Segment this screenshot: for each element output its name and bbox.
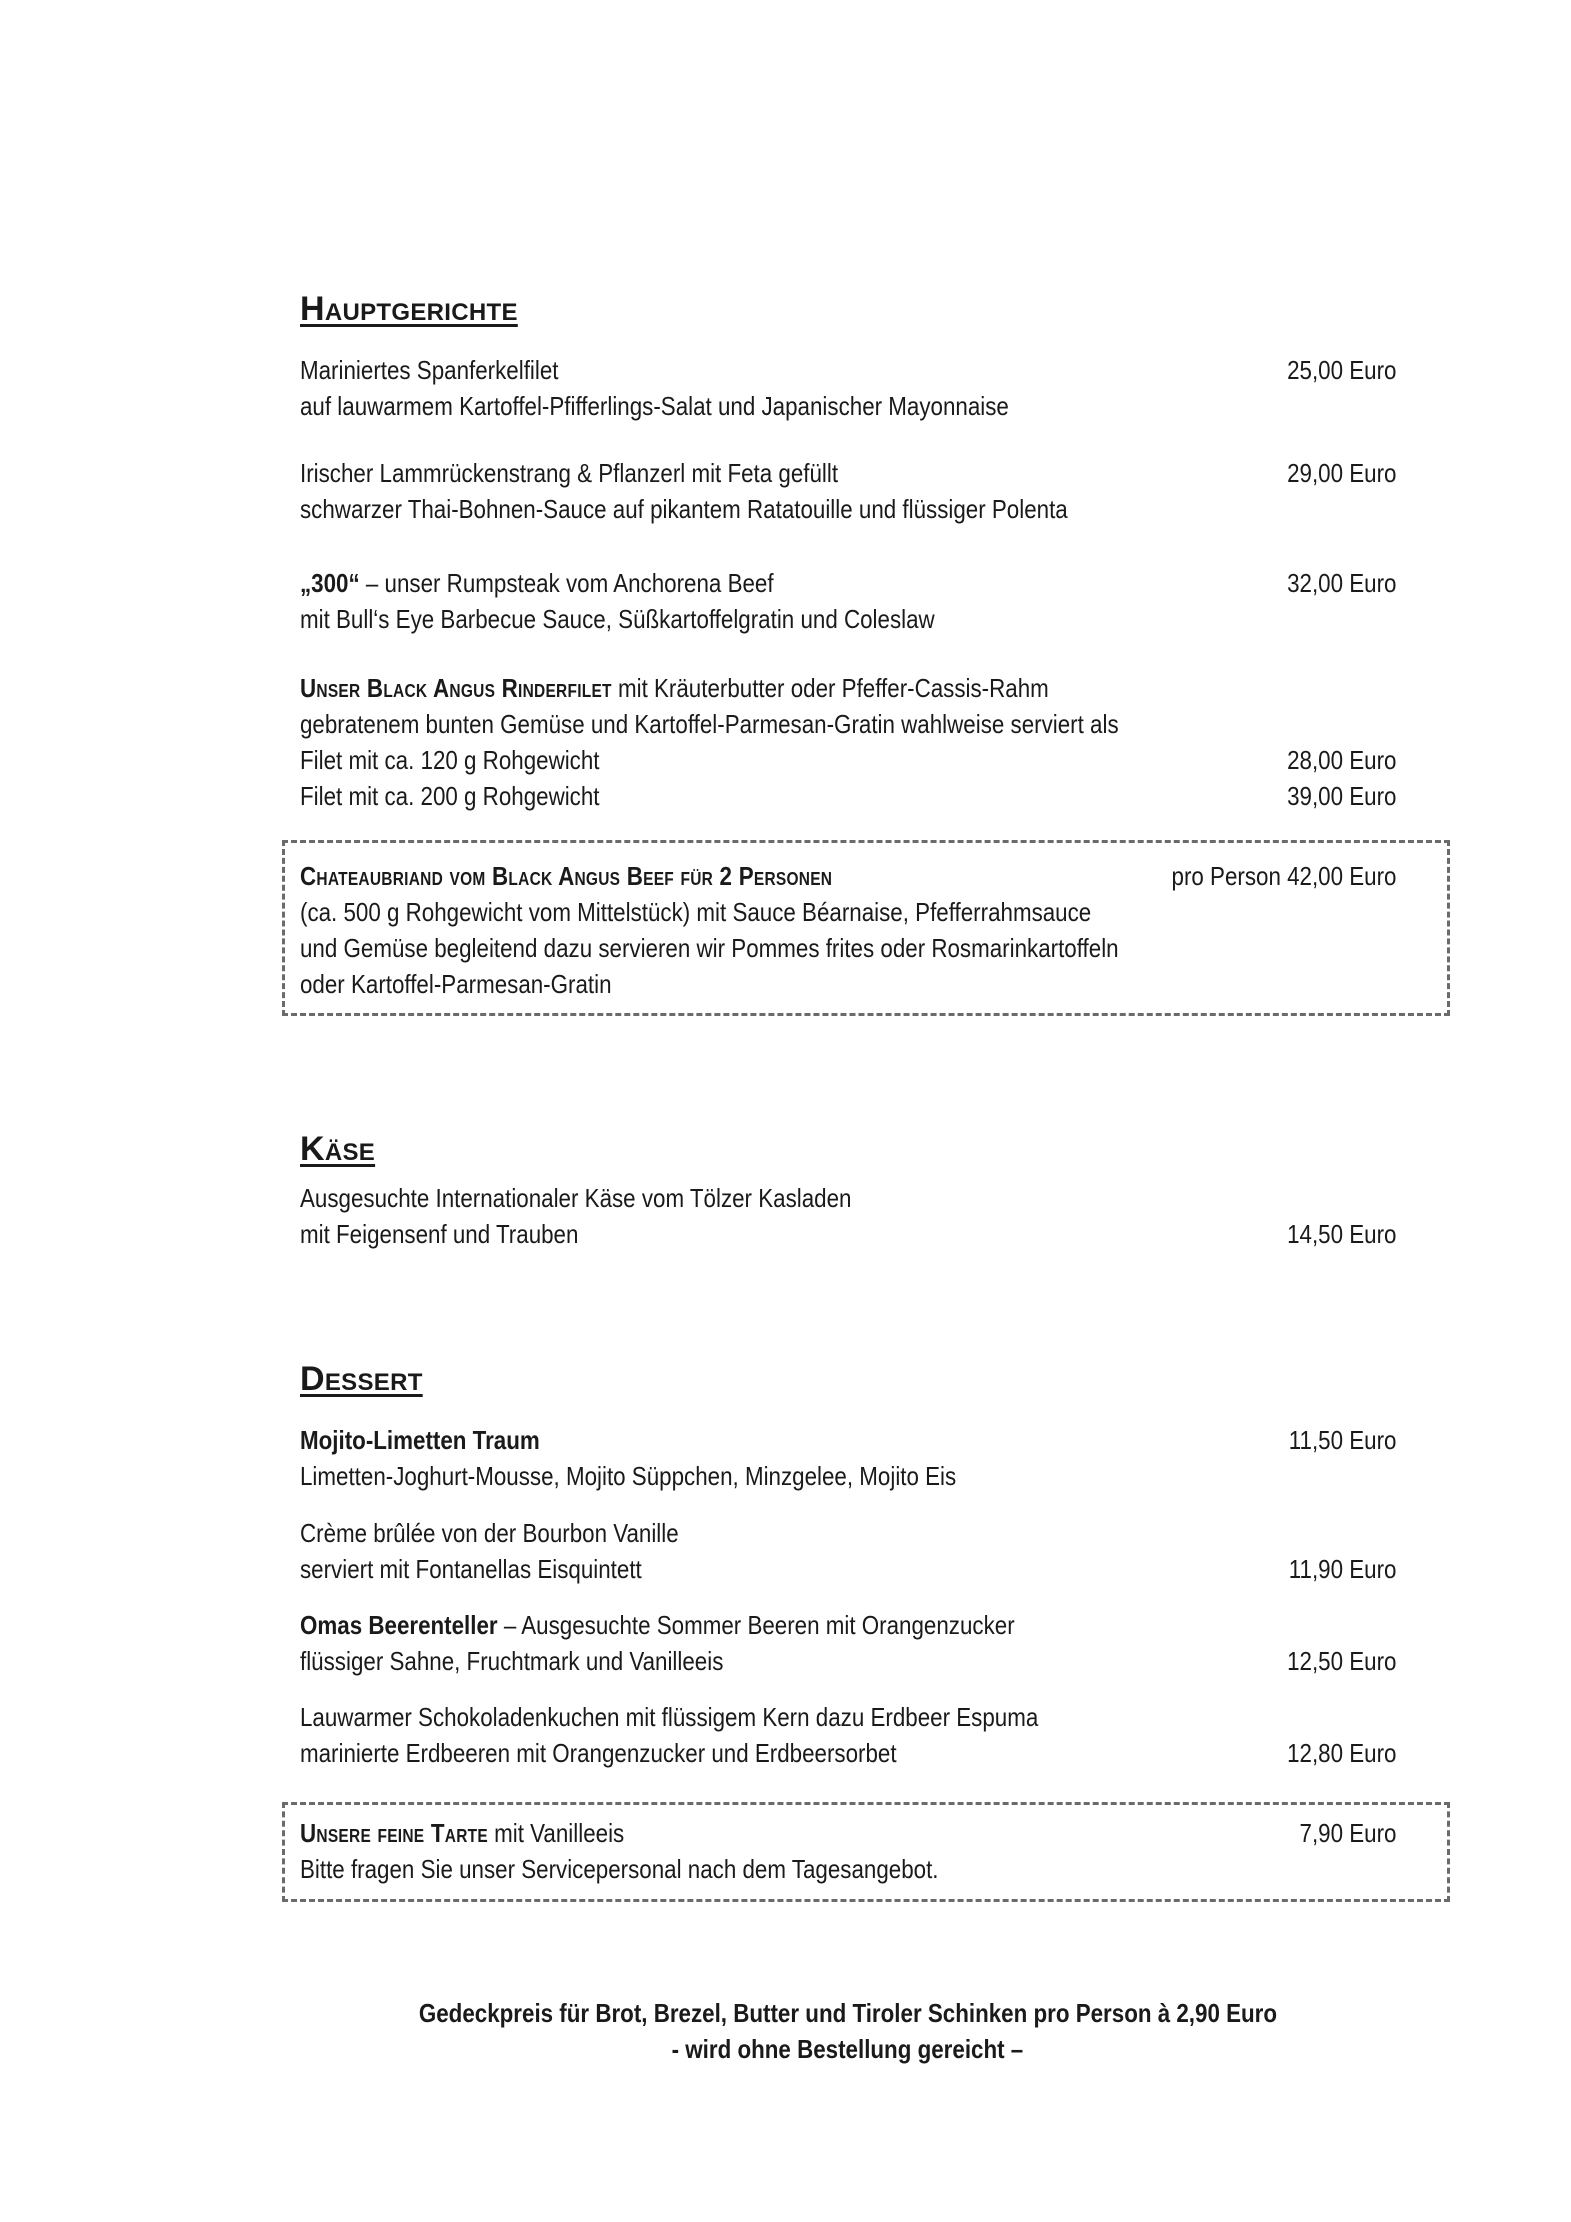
section-heading-dessert: Dessert bbox=[300, 1360, 423, 1398]
dish-description-text: Bitte fragen Sie unser Servicepersonal nach dem Tagesangebot. bbox=[300, 1854, 939, 1884]
section-heading-kaese: Käse bbox=[300, 1130, 376, 1168]
dish-price: 14,50 Euro bbox=[1287, 1219, 1397, 1249]
dish-price: 29,00 Euro bbox=[1287, 458, 1397, 488]
dish-description-text: flüssiger Sahne, Fruchtmark und Vanilleeis bbox=[300, 1646, 724, 1676]
dish-description-text: mit Bull‘s Eye Barbecue Sauce, Süßkartoffelgratin und Coleslaw bbox=[300, 604, 935, 634]
dish-lammruecken bbox=[300, 455, 1397, 491]
dish-description-text: und Gemüse begleitend dazu servieren wir Pommes frites oder Rosmarinkartoffeln bbox=[300, 933, 1119, 963]
dish-description bbox=[300, 1458, 1242, 1494]
dish-title-bold: Omas Beerenteller bbox=[300, 1610, 498, 1640]
dish-price: 12,50 Euro bbox=[1287, 1646, 1397, 1676]
dish-title bbox=[300, 670, 1049, 706]
dish-option-text: Filet mit ca. 200 g Rohgewicht bbox=[300, 781, 600, 811]
dish-description bbox=[300, 1216, 1397, 1252]
dish-option bbox=[300, 742, 1397, 778]
dish-description-text: oder Kartoffel-Parmesan-Gratin bbox=[300, 969, 612, 999]
dish-option bbox=[300, 778, 1397, 814]
dish-price: 7,90 Euro bbox=[1299, 1818, 1397, 1848]
dish-price: 32,00 Euro bbox=[1287, 568, 1397, 598]
dish-price: 11,90 Euro bbox=[1288, 1554, 1397, 1584]
dish-option-text: Filet mit ca. 120 g Rohgewicht bbox=[300, 745, 600, 775]
dish-price: 28,00 Euro bbox=[1287, 745, 1397, 775]
dish-description bbox=[300, 706, 1242, 742]
cover-charge-subnote bbox=[300, 2031, 1395, 2067]
dish-chateaubriand bbox=[300, 858, 1397, 894]
dish-title: Lauwarmer Schokoladenkuchen mit flüssigem Kern dazu Erdbeer Espuma bbox=[300, 1702, 1039, 1732]
dish-tarte bbox=[300, 1815, 1397, 1851]
dish-description-text: gebratenem bunten Gemüse und Kartoffel-Parmesan-Gratin wahlweise serviert als bbox=[300, 709, 1119, 739]
dish-title-bold: „300“ bbox=[300, 568, 360, 598]
dish-description-text: schwarzer Thai-Bohnen-Sauce auf pikantem Ratatouille und flüssiger Polenta bbox=[300, 494, 1068, 524]
dish-description-text: Limetten-Joghurt-Mousse, Mojito Süppchen, Minzgelee, Mojito Eis bbox=[300, 1461, 957, 1491]
dish-description bbox=[300, 894, 1242, 930]
dish-description bbox=[300, 1643, 1397, 1679]
dish-title-bold: Unsere feine Tarte bbox=[300, 1818, 488, 1848]
dish-price: pro Person 42,00 Euro bbox=[1171, 861, 1397, 891]
dish-mojito bbox=[300, 1422, 1397, 1458]
dish-title-bold: Unser Black Angus Rinderfilet bbox=[300, 673, 612, 703]
dish-price: 39,00 Euro bbox=[1287, 781, 1397, 811]
cover-charge-subtext: - wird ohne Bestellung gereicht – bbox=[671, 2034, 1024, 2064]
dish-title: Mariniertes Spanferkelfilet bbox=[300, 355, 559, 385]
dish-schokoladenkuchen bbox=[300, 1699, 1242, 1735]
dish-description-text: auf lauwarmem Kartoffel-Pfifferlings-Salat und Japanischer Mayonnaise bbox=[300, 391, 1009, 421]
dish-rumpsteak bbox=[300, 565, 1397, 601]
dish-title-rest: – unser Rumpsteak vom Anchorena Beef bbox=[359, 568, 774, 598]
dish-description bbox=[300, 1851, 1242, 1887]
cover-charge-text: Gedeckpreis für Brot, Brezel, Butter und Tiroler Schinken pro Person à 2,90 Euro bbox=[418, 1998, 1277, 2028]
dish-price: 12,80 Euro bbox=[1287, 1738, 1397, 1768]
dish-title bbox=[300, 1815, 624, 1851]
dish-title-rest: mit Kräuterbutter oder Pfeffer-Cassis-Rahm bbox=[611, 673, 1049, 703]
dish-description bbox=[300, 601, 1242, 637]
dish-title-rest: – Ausgesuchte Sommer Beeren mit Orangenzucker bbox=[497, 1610, 1015, 1640]
dish-title: Ausgesuchte Internationaler Käse vom Tölzer Kasladen bbox=[300, 1183, 852, 1213]
dish-description bbox=[300, 930, 1242, 966]
dish-title: Chateaubriand vom Black Angus Beef für 2 Personen bbox=[300, 861, 833, 891]
dish-title: Mojito-Limetten Traum bbox=[300, 1425, 540, 1455]
dish-title: Irischer Lammrückenstrang & Pflanzerl mit Feta gefüllt bbox=[300, 458, 839, 488]
dish-spanferkel bbox=[300, 352, 1397, 388]
section-heading-hauptgerichte: Hauptgerichte bbox=[300, 290, 518, 328]
dish-rinderfilet bbox=[300, 670, 1242, 706]
dish-omas-beerenteller bbox=[300, 1607, 1242, 1643]
cover-charge-note bbox=[300, 1995, 1395, 2031]
dish-description-text: (ca. 500 g Rohgewicht vom Mittelstück) mit Sauce Béarnaise, Pfefferrahmsauce bbox=[300, 897, 1092, 927]
dish-title: Crème brûlée von der Bourbon Vanille bbox=[300, 1518, 679, 1548]
dish-title-rest: mit Vanilleeis bbox=[487, 1818, 625, 1848]
dish-description-text: mit Feigensenf und Trauben bbox=[300, 1219, 579, 1249]
dish-price: 11,50 Euro bbox=[1288, 1425, 1397, 1455]
dish-kaese bbox=[300, 1180, 1242, 1216]
dish-description bbox=[300, 966, 1242, 1002]
dish-title bbox=[300, 1607, 1015, 1643]
dish-description bbox=[300, 491, 1242, 527]
dish-creme-brulee bbox=[300, 1515, 1242, 1551]
dish-description-text: serviert mit Fontanellas Eisquintett bbox=[300, 1554, 642, 1584]
dish-description-text: marinierte Erdbeeren mit Orangenzucker und Erdbeersorbet bbox=[300, 1738, 897, 1768]
dish-description bbox=[300, 1551, 1397, 1587]
dish-description bbox=[300, 1735, 1397, 1771]
dish-title bbox=[300, 565, 774, 601]
dish-description bbox=[300, 388, 1242, 424]
dish-price: 25,00 Euro bbox=[1287, 355, 1397, 385]
